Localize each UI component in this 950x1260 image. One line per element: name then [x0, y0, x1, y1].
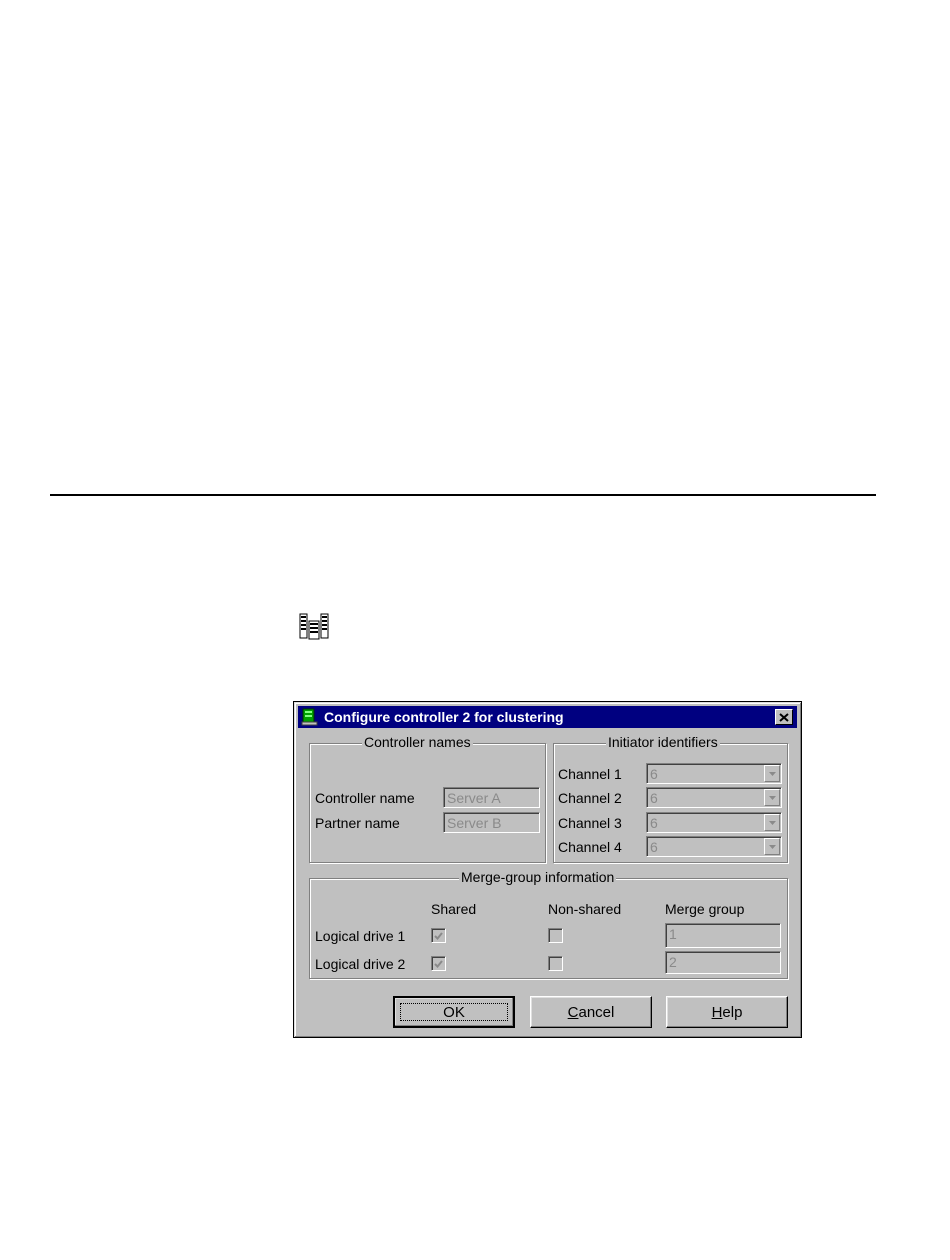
channel-1-value: 6	[650, 766, 658, 782]
channel-3-dropdown-button[interactable]	[764, 814, 780, 831]
logical-drive-2-label: Logical drive 2	[315, 956, 406, 972]
channel-1-label: Channel 1	[558, 766, 622, 782]
channel-2-label: Channel 2	[558, 790, 622, 806]
nonshared-column-header: Non-shared	[548, 901, 622, 917]
logical-drive-1-merge-group-field[interactable]: 1	[665, 923, 781, 948]
initiator-identifiers-group	[553, 734, 788, 863]
channel-2-select[interactable]	[646, 787, 782, 808]
dialog-title: Configure controller 2 for clustering	[324, 709, 564, 725]
cancel-label-rest: ancel	[578, 1003, 615, 1021]
chevron-down-icon	[769, 796, 776, 800]
channel-4-label: Channel 4	[558, 839, 622, 855]
focus-rectangle	[400, 1003, 508, 1021]
ok-button[interactable]	[393, 996, 515, 1028]
chevron-down-icon	[769, 772, 776, 776]
help-label-rest: elp	[722, 1003, 743, 1021]
controller-name-field[interactable]: Server A	[443, 787, 540, 808]
partner-name-field[interactable]: Server B	[443, 812, 540, 833]
channel-4-value: 6	[650, 839, 658, 855]
close-button[interactable]	[775, 709, 793, 725]
channel-3-select[interactable]	[646, 812, 782, 833]
shared-column-header: Shared	[431, 901, 477, 917]
initiator-identifiers-legend: Initiator identifiers	[608, 734, 718, 750]
horizontal-rule	[50, 494, 876, 496]
chevron-down-icon	[769, 821, 776, 825]
cancel-mnemonic: C	[567, 1003, 579, 1021]
dialog-titlebar[interactable]	[298, 706, 797, 728]
help-button[interactable]	[666, 996, 788, 1028]
logical-drive-1-label: Logical drive 1	[315, 928, 406, 944]
checkmark-icon	[434, 960, 443, 968]
checkmark-icon	[434, 932, 443, 940]
channel-3-label: Channel 3	[558, 815, 622, 831]
ok-button-label: OK	[443, 1003, 465, 1021]
merge-group-info-group	[309, 869, 788, 979]
channel-2-value: 6	[650, 790, 658, 806]
channel-1-select[interactable]	[646, 763, 782, 784]
channel-4-dropdown-button[interactable]	[764, 838, 780, 855]
help-mnemonic: H	[711, 1003, 723, 1021]
merge-group-column-header: Merge group	[665, 901, 745, 917]
logical-drive-2-nonshared-checkbox[interactable]	[548, 956, 563, 971]
controller-name-label: Controller name	[315, 790, 415, 806]
controller-names-legend: Controller names	[364, 734, 471, 750]
cancel-button-label	[568, 1004, 615, 1021]
logical-drive-2-shared-checkbox[interactable]	[431, 956, 446, 971]
logical-drive-1-nonshared-checkbox[interactable]	[548, 928, 563, 943]
channel-3-value: 6	[650, 815, 658, 831]
controller-names-group	[309, 734, 546, 863]
logical-drive-1-shared-checkbox[interactable]	[431, 928, 446, 943]
merge-group-legend: Merge-group information	[461, 869, 615, 885]
cluster-toolbar-icon	[299, 613, 330, 640]
help-button-label	[712, 1004, 743, 1021]
controller-icon	[301, 708, 318, 726]
close-icon	[779, 713, 789, 722]
chevron-down-icon	[769, 845, 776, 849]
partner-name-label: Partner name	[315, 815, 400, 831]
channel-4-select[interactable]	[646, 836, 782, 857]
channel-1-dropdown-button[interactable]	[764, 765, 780, 782]
cancel-button[interactable]	[530, 996, 652, 1028]
channel-2-dropdown-button[interactable]	[764, 789, 780, 806]
logical-drive-2-merge-group-field[interactable]: 2	[665, 951, 781, 974]
configure-clustering-dialog	[293, 701, 802, 1038]
